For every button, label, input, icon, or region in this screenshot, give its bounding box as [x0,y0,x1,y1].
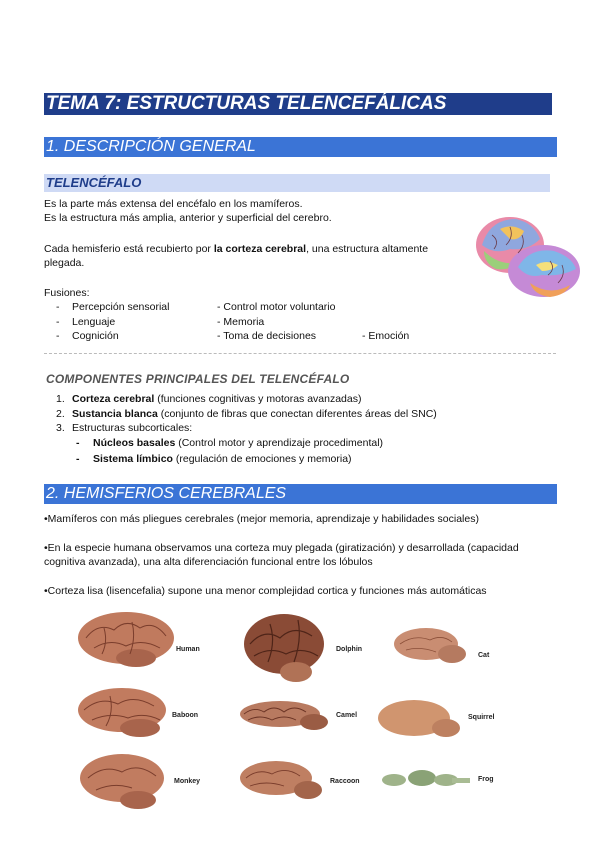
bullet-point: •Corteza lisa (lisencefalia) supone una menor complejidad cortica y funciones más automáticas [44,585,487,597]
brain-label: Monkey [174,778,201,785]
paragraph-line [44,242,428,256]
brain-camel-image [236,698,332,734]
text-run: (Control motor y aprendizaje procedimental) [175,437,384,449]
paragraph-line: Es la estructura más amplia, anterior y superficial del cerebro. [44,212,332,224]
brain-label: Dolphin [336,646,363,653]
section-heading-descripcion: 1. DESCRIPCIÓN GENERAL [44,137,557,157]
brain-squirrel-image [374,696,464,742]
bullet-point: •En la especie humana observamos una corteza muy plegada (giratización) y desarrollada (capacidad [44,542,519,554]
list-item: Cognición [72,330,119,342]
brain-cat-image [390,624,470,668]
fusiones-label: Fusiones: [44,287,90,299]
bullet-point: •Mamíferos con más pliegues cerebrales (mejor memoria, aprendizaje y habilidades sociales) [44,513,479,525]
page-title: TEMA 7: ESTRUCTURAS TELENCEFÁLICAS [44,93,552,115]
list-item [72,407,437,421]
paragraph-line: Es la parte más extensa del encéfalo en los mamíferos. [44,198,303,210]
text-run: (funciones cognitivas y motoras avanzadas) [154,393,362,405]
brain-dolphin-image [240,610,326,686]
list-dash: - [56,316,60,328]
text-run: (conjunto de fibras que conectan diferentes áreas del SNC) [157,408,437,420]
list-item: - Control motor voluntario [217,301,336,313]
brain-raccoon-image [236,756,326,806]
components-heading: COMPONENTES PRINCIPALES DEL TELENCÉFALO [46,372,350,386]
list-item [93,436,383,450]
bold-text: la corteza cerebral [213,243,307,255]
list-dash: - [56,330,60,342]
brain-lobes-illustration [470,205,590,305]
list-dash: - [76,453,80,465]
list-item: - Toma de decisiones [217,330,317,342]
list-number: 2. [56,408,65,420]
list-number: 1. [56,393,65,405]
brain-label: Baboon [172,712,199,719]
brain-label: Frog [478,776,494,783]
brain-baboon-image [74,684,174,740]
text-run: , una estructura altamente [306,243,429,255]
bold-text: Sustancia blanca [72,408,158,420]
list-number: 3. [56,422,65,434]
bold-text: Corteza cerebral [72,393,155,405]
list-item: - Emoción [362,330,410,342]
subheading-telencefalo: TELENCÉFALO [44,174,550,192]
list-item: - Memoria [217,316,265,328]
list-item [72,392,361,406]
brain-label: Raccoon [330,778,360,785]
section-heading-hemisferios: 2. HEMISFERIOS CEREBRALES [44,484,557,504]
list-item [93,452,352,466]
brain-label: Cat [478,652,490,659]
list-item: Estructuras subcorticales: [72,422,193,434]
paragraph-line: plegada. [44,257,85,269]
list-dash: - [76,437,80,449]
bold-text: Sistema límbico [93,453,173,465]
divider [44,353,556,354]
list-item: Lenguaje [72,316,116,328]
bullet-point-continuation: cognitiva avanzada), una alta diferenciación funcional entre los lóbulos [44,556,373,568]
brain-monkey-image [76,750,170,812]
list-dash: - [56,301,60,313]
text-run: Cada hemisferio está recubierto por [44,243,214,255]
brain-label: Human [176,646,200,653]
text-run: (regulación de emociones y memoria) [172,453,352,465]
brain-label: Camel [336,712,358,719]
list-item: Percepción sensorial [72,301,170,313]
bold-text: Núcleos basales [93,437,176,449]
brain-label: Squirrel [468,714,495,721]
brain-frog-image [380,766,472,792]
brain-human-image [74,608,180,672]
